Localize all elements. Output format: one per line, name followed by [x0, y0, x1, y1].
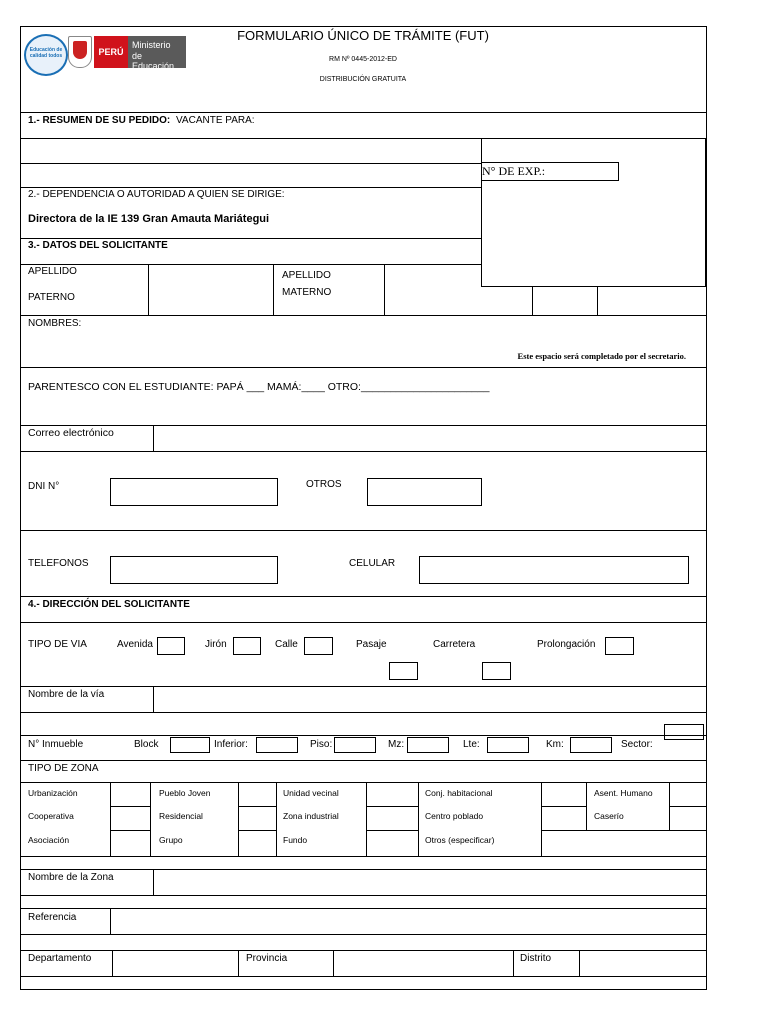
- via-avenida-label: Avenida: [117, 639, 153, 650]
- correo-label: Correo electrónico: [28, 427, 114, 439]
- via-jiron-label: Jirón: [205, 639, 227, 650]
- referencia-label: Referencia: [28, 912, 77, 923]
- apellido-paterno-label-2: PATERNO: [28, 292, 75, 303]
- sector-label: Sector:: [621, 739, 653, 750]
- inferior-label: Inferior:: [214, 739, 248, 750]
- departamento-input[interactable]: [114, 952, 236, 974]
- provincia-input[interactable]: [335, 952, 511, 974]
- apellido-materno-label-2: MATERNO: [282, 287, 332, 298]
- nombre-via-input[interactable]: [155, 688, 703, 710]
- pedido-input[interactable]: [22, 140, 480, 162]
- rm-number: RM Nº 0445-2012-ED: [329, 56, 397, 63]
- via-pasaje-checkbox[interactable]: [389, 662, 418, 680]
- inferior-input[interactable]: [256, 737, 298, 753]
- via-calle-label: Calle: [275, 639, 298, 650]
- tipo-via-label: TIPO DE VIA: [28, 639, 87, 650]
- sector-top-box[interactable]: [664, 724, 704, 740]
- departamento-label: Departamento: [28, 953, 92, 964]
- block-label: Block: [134, 739, 159, 750]
- section1-label: 1.- RESUMEN DE SU PEDIDO:: [28, 115, 171, 126]
- distribution-note: DISTRIBUCIÓN GRATUITA: [319, 76, 407, 83]
- via-pasaje-label: Pasaje: [356, 639, 387, 650]
- parentesco-label: PARENTESCO CON EL ESTUDIANTE: PAPÁ ___ MAMÁ:____ OTRO:______________________: [28, 381, 490, 393]
- ministry-line1: Ministerio: [132, 40, 171, 50]
- zona-checkbox-urbanizacion[interactable]: [112, 784, 148, 804]
- via-calle-checkbox[interactable]: [304, 637, 333, 655]
- nombre-zona-label: Nombre de la Zona: [28, 872, 114, 883]
- section2-label: 2.- DEPENDENCIA O AUTORIDAD A QUIEN SE DIRIGE:: [28, 189, 285, 200]
- apellido-paterno-label-1: APELLIDO: [28, 266, 77, 277]
- zona-unidad-vecinal: Unidad vecinal: [283, 788, 339, 798]
- piso-input[interactable]: [334, 737, 376, 753]
- ministry-line2: de Educación: [132, 51, 175, 71]
- mz-label: Mz:: [388, 739, 405, 750]
- header: [20, 26, 706, 112]
- apellido-paterno-input[interactable]: [150, 266, 272, 314]
- section3-label: 3.- DATOS DEL SOLICITANTE: [28, 240, 168, 251]
- celular-input[interactable]: [419, 556, 689, 584]
- telefonos-input[interactable]: [110, 556, 278, 584]
- exp-box: [481, 138, 706, 287]
- zona-checkbox-asent-humano[interactable]: [671, 784, 704, 804]
- apellido-materno-input[interactable]: [386, 266, 480, 314]
- zona-conj-habitacional: Conj. habitacional: [425, 788, 493, 798]
- km-input[interactable]: [570, 737, 612, 753]
- via-avenida-checkbox[interactable]: [157, 637, 185, 655]
- form-title: FORMULARIO ÚNICO DE TRÁMITE (FUT): [237, 28, 489, 43]
- telefonos-label: TELEFONOS: [28, 558, 89, 569]
- zona-checkbox-conj-habitacional[interactable]: [543, 784, 584, 804]
- lte-label: Lte:: [463, 739, 480, 750]
- provincia-label: Provincia: [246, 953, 288, 964]
- km-label: Km:: [546, 739, 564, 750]
- celular-label: CELULAR: [349, 558, 396, 569]
- inmueble-label: N° Inmueble: [28, 739, 84, 750]
- exp-number-label: N° DE EXP.:: [482, 164, 546, 178]
- zona-caserio: Caserío: [594, 811, 624, 821]
- distrito-input[interactable]: [581, 952, 703, 974]
- via-jiron-checkbox[interactable]: [233, 637, 261, 655]
- nombres-input[interactable]: [90, 318, 470, 364]
- zona-checkbox-unidad-vecinal[interactable]: [368, 784, 416, 804]
- otros-input[interactable]: [367, 478, 482, 506]
- zona-residencial: Residencial: [159, 811, 203, 821]
- section4-label: 4.- DIRECCIÓN DEL SOLICITANTE: [28, 599, 190, 610]
- via-carretera-checkbox[interactable]: [482, 662, 511, 680]
- zona-fundo: Fundo: [283, 835, 308, 845]
- zona-asent-humano: Asent. Humano: [594, 788, 653, 798]
- piso-label: Piso:: [310, 739, 333, 750]
- via-prolongacion-label: Prolongación: [537, 639, 596, 650]
- education-logo-text: Educación de calidad todos: [29, 47, 63, 59]
- nombre-via-label: Nombre de la vía: [28, 689, 105, 700]
- zona-otros-input[interactable]: [543, 832, 704, 854]
- zona-otros: Otros (especificar): [425, 835, 495, 845]
- exp-note: Este espacio será completado por el secretario.: [517, 351, 686, 361]
- block-input[interactable]: [170, 737, 210, 753]
- zona-pueblo-joven: Pueblo Joven: [159, 788, 211, 798]
- dni-input[interactable]: [110, 478, 278, 506]
- exp-number-field[interactable]: [481, 162, 619, 181]
- mz-input[interactable]: [407, 737, 449, 753]
- tipo-zona-label: TIPO DE ZONA: [28, 763, 99, 774]
- via-prolongacion-checkbox[interactable]: [605, 637, 634, 655]
- nombre-zona-input[interactable]: [155, 871, 703, 893]
- zona-checkbox-pueblo-joven[interactable]: [240, 784, 274, 804]
- correo-input[interactable]: [155, 427, 703, 449]
- referencia-input[interactable]: [112, 910, 703, 932]
- peru-logo-text: PERÚ: [94, 36, 128, 68]
- nombres-label: NOMBRES:: [28, 318, 82, 329]
- distrito-label: Distrito: [520, 953, 552, 964]
- via-carretera-label: Carretera: [433, 639, 476, 650]
- zona-centro-poblado: Centro poblado: [425, 811, 484, 821]
- zona-cooperativa: Cooperativa: [28, 811, 74, 821]
- dni-label: DNI N°: [28, 481, 60, 492]
- zona-grupo: Grupo: [159, 835, 183, 845]
- zona-industrial: Zona industrial: [283, 811, 339, 821]
- lte-input[interactable]: [487, 737, 529, 753]
- zona-asociacion: Asociación: [28, 835, 70, 845]
- zona-urbanizacion: Urbanización: [28, 788, 78, 798]
- otros-label: OTROS: [306, 479, 342, 490]
- section2-value: Directora de la IE 139 Gran Amauta Mariátegui: [28, 213, 270, 225]
- apellido-materno-label-1: APELLIDO: [282, 270, 331, 281]
- section1-value: VACANTE PARA:: [176, 115, 255, 126]
